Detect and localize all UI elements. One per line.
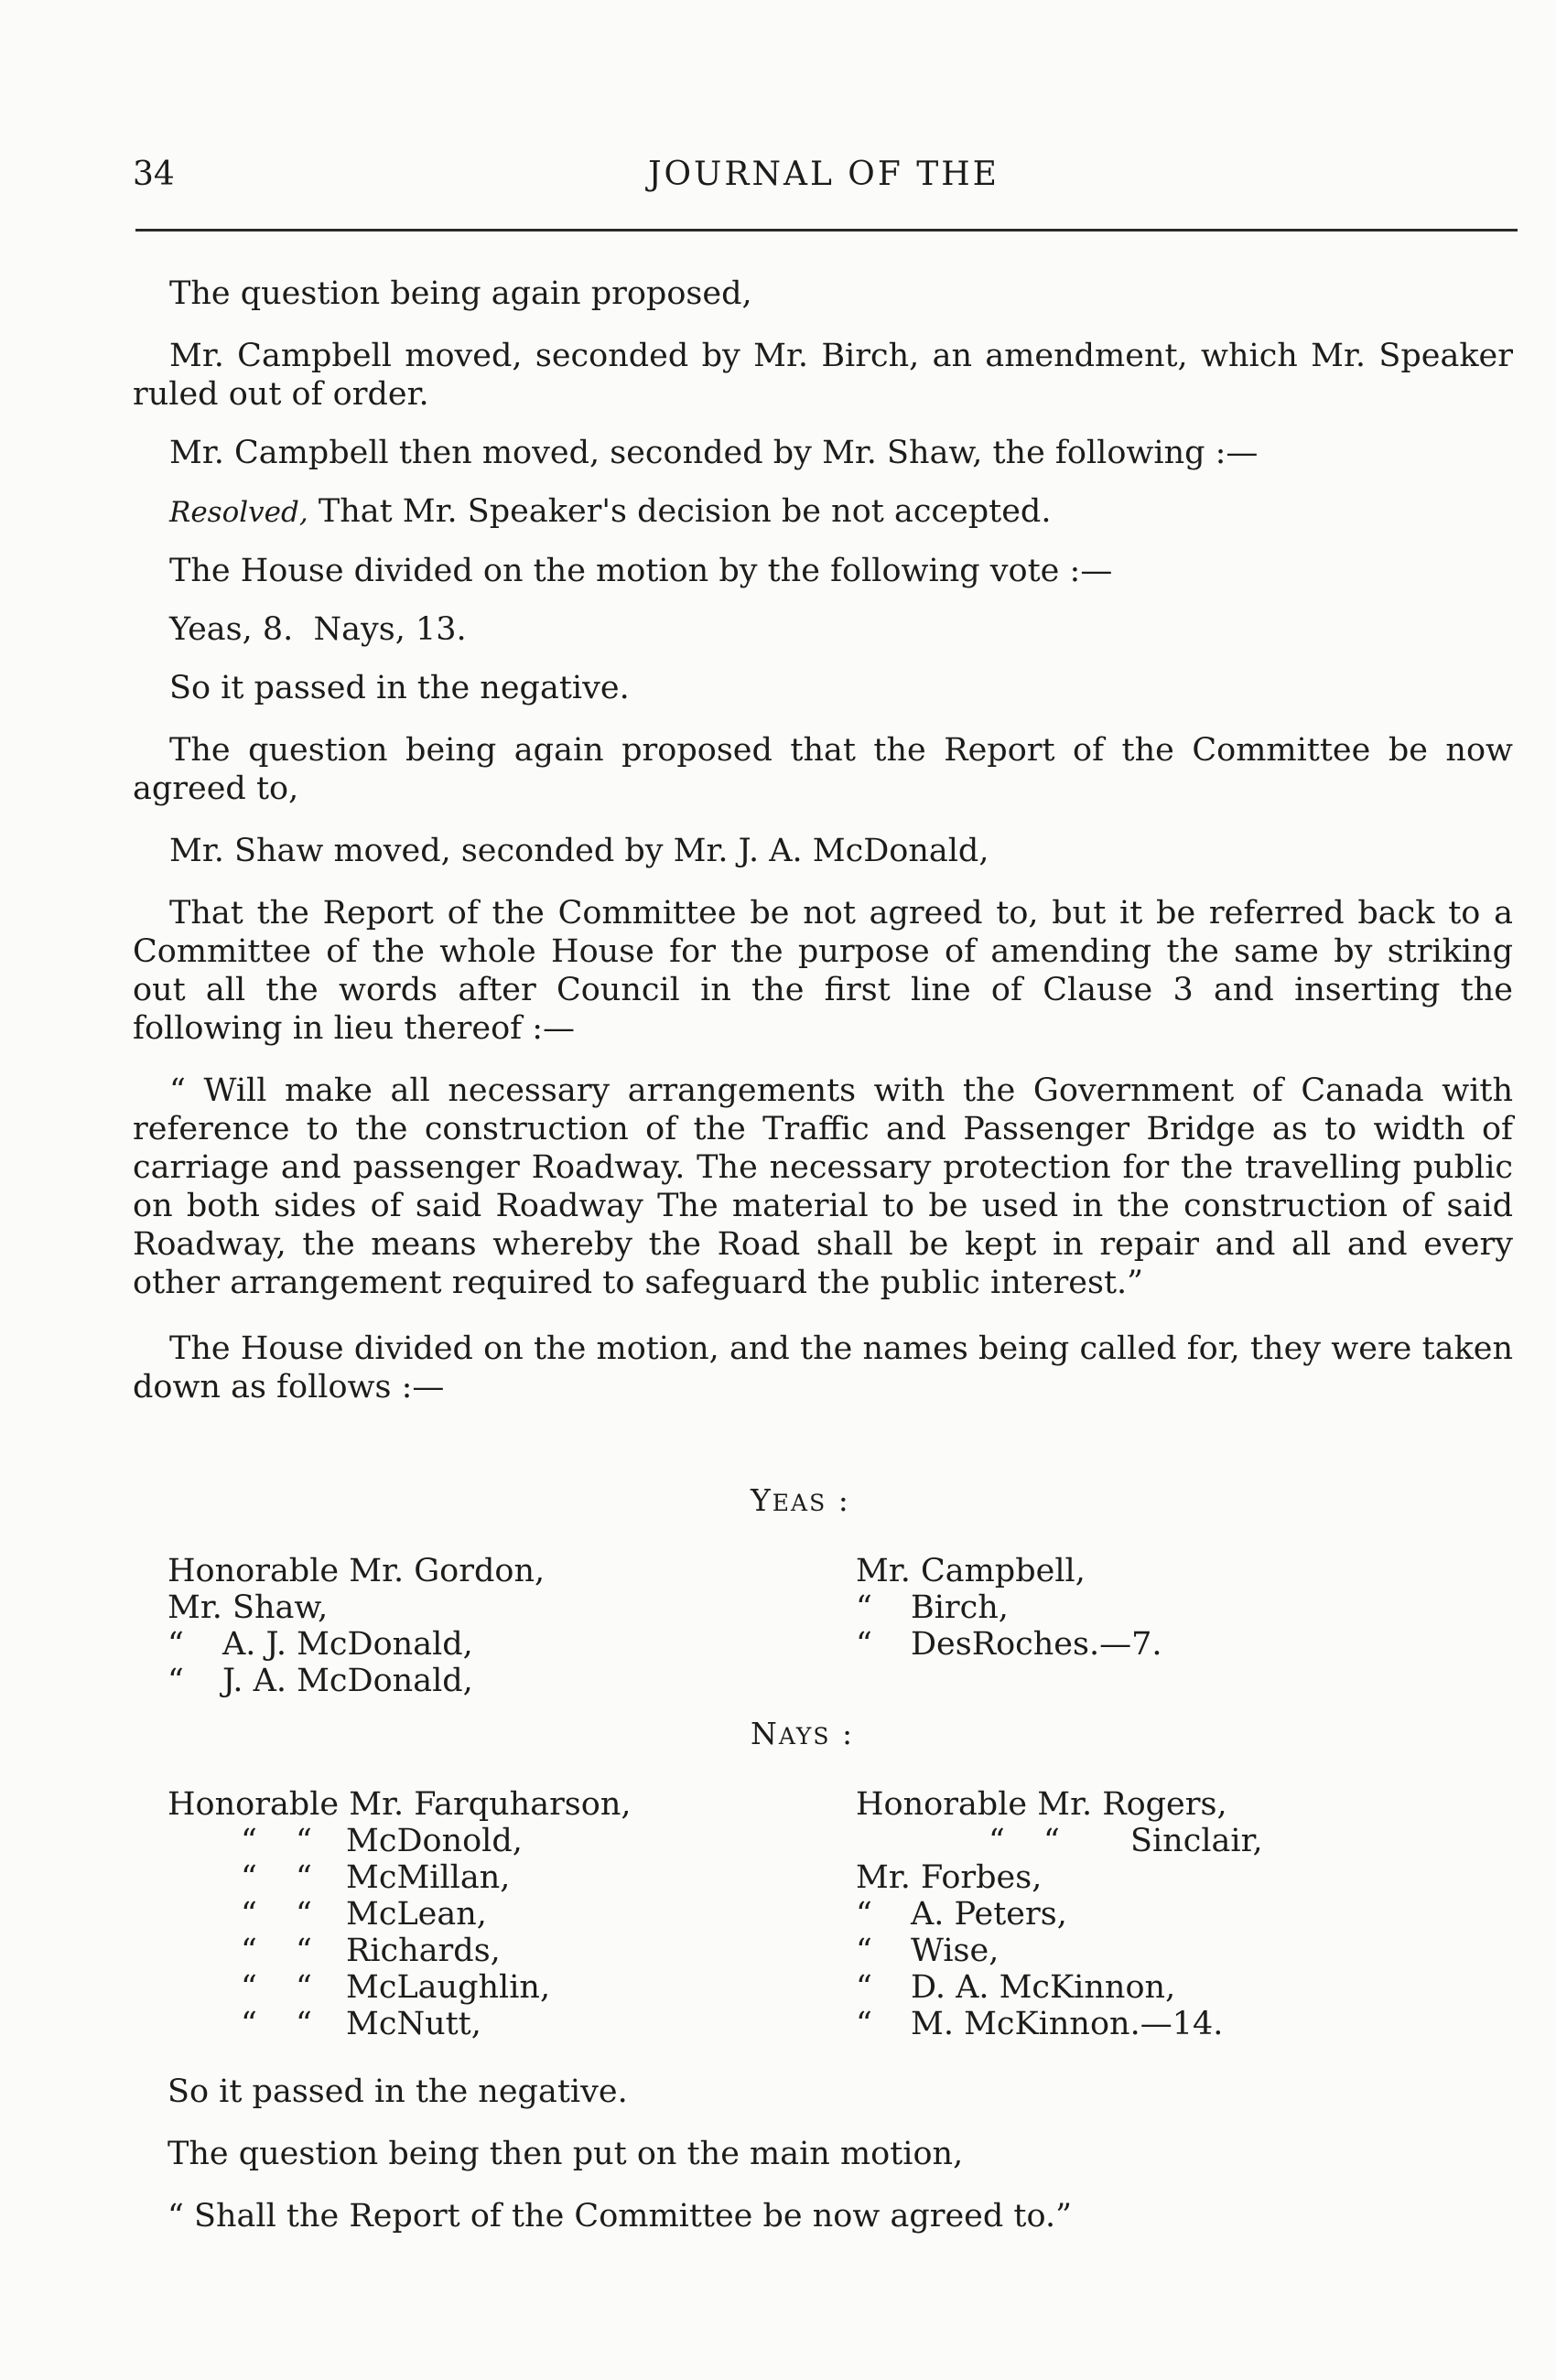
yeas-left-column	[167, 1553, 545, 1699]
list-item: “ Wise,	[856, 1933, 1000, 1969]
ditto-mark: “	[856, 1896, 872, 1933]
list-item: “ “ McLaughlin,	[241, 1969, 551, 2006]
list-item: Mr. Forbes,	[856, 1859, 1043, 1896]
ditto-mark: “	[296, 2006, 312, 2042]
paragraph: Mr. Campbell then moved, seconded by Mr. Shaw, the following :—	[169, 435, 1259, 471]
paragraph: So it passed in the negative.	[169, 670, 630, 706]
ditto-mark: “	[167, 1626, 184, 1663]
list-item: “ J. A. McDonald,	[167, 1663, 473, 1699]
nays-left-column	[167, 1786, 632, 2042]
list-item: “ DesRoches.—7.	[856, 1626, 1162, 1663]
nays-heading: NAYS :	[751, 1716, 855, 1751]
yeas-heading: YEAS :	[751, 1482, 850, 1518]
vote-tally: Yeas, 8. Nays, 13.	[169, 611, 467, 648]
ditto-mark: “	[856, 1933, 872, 1969]
quoted-clause: “ Will make all necessary arrangements with the Government of Canada with reference to the construction of the Traffic and Passenger Bridge as to width of carriage and passenger Roadway. The necessary protection for the travelling public on both sides of said Roadway The material to be used in the construction of said Roadway, the means whereby the Road shall be kept in repair and all and every other arrangement required to safeguard the public interest.”	[133, 1072, 1513, 1301]
resolution-text: That Mr. Speaker's decision be not accepted.	[308, 493, 1052, 530]
motion-text: That the Report of the Committee be not agreed to, but it be referred back to a Committee of the whole House for the purpose of amending the same by striking out all the words after Council in the first line of Clause 3 and inserting the following in lieu thereof :—	[133, 895, 1513, 1047]
resolution	[133, 492, 1513, 532]
ditto-mark: “	[241, 1933, 257, 1969]
page-header	[133, 156, 1515, 201]
list-item: “ A. J. McDonald,	[167, 1626, 473, 1663]
list-item: Honorable Mr. Farquharson,	[167, 1786, 632, 1823]
list-item: Honorable Mr. Gordon,	[167, 1553, 546, 1589]
ditto-mark: “	[241, 1969, 257, 2006]
page-number: 34	[133, 156, 175, 193]
ditto-mark: “	[989, 1823, 1005, 1859]
list-item: “ “ Sinclair,	[989, 1823, 1263, 1859]
resolved-label: Resolved,	[169, 496, 308, 529]
list-item: “ “ McDonold,	[241, 1823, 523, 1859]
list-item: “ A. Peters,	[856, 1896, 1067, 1933]
main-motion-question: “ Shall the Report of the Committee be now agreed to.”	[167, 2198, 1072, 2235]
list-item: “ “ McLean,	[241, 1896, 487, 1933]
ditto-mark: “	[856, 1589, 872, 1626]
paragraph: The question being again proposed,	[169, 275, 752, 312]
ditto-mark: “	[856, 1969, 872, 2006]
paragraph: The question being then put on the main motion,	[167, 2136, 964, 2172]
list-item: Mr. Campbell,	[856, 1553, 1086, 1589]
list-item: “ “ Richards,	[241, 1933, 501, 1969]
ditto-mark: “	[167, 1663, 184, 1699]
ditto-mark: “	[296, 1859, 312, 1896]
list-item: “ Birch,	[856, 1589, 1009, 1626]
ditto-mark: “	[241, 1859, 257, 1896]
ditto-mark: “	[296, 1969, 312, 2006]
nays-right-column	[856, 1786, 1263, 2042]
yeas-right-column	[856, 1553, 1162, 1663]
list-item: “ M. McKinnon.—14.	[856, 2006, 1224, 2042]
ditto-mark: “	[1043, 1823, 1060, 1859]
list-item: “ “ McMillan,	[241, 1859, 511, 1896]
paragraph: Mr. Campbell moved, seconded by Mr. Birch, an amendment, which Mr. Speaker ruled out of order.	[133, 338, 1513, 413]
paragraph: The House divided on the motion by the following vote :—	[169, 553, 1113, 589]
running-title: JOURNAL OF THE	[648, 156, 1000, 193]
ditto-mark: “	[296, 1933, 312, 1969]
paragraph: The House divided on the motion, and the names being called for, they were taken down as follows :—	[133, 1330, 1513, 1405]
paragraph: So it passed in the negative.	[167, 2073, 628, 2110]
list-item: Mr. Shaw,	[167, 1589, 329, 1626]
list-item: “ D. A. McKinnon,	[856, 1969, 1176, 2006]
ditto-mark: “	[241, 2006, 257, 2042]
paragraph: Mr. Shaw moved, seconded by Mr. J. A. McDonald,	[169, 833, 989, 869]
ditto-mark: “	[296, 1896, 312, 1933]
ditto-mark: “	[296, 1823, 312, 1859]
list-item: Honorable Mr. Rogers,	[856, 1786, 1227, 1823]
ditto-mark: “	[241, 1823, 257, 1859]
ditto-mark: “	[241, 1896, 257, 1933]
ditto-mark: “	[856, 1626, 872, 1663]
header-rule	[135, 229, 1518, 232]
ditto-mark: “	[856, 2006, 872, 2042]
paragraph: The question being again proposed that the Report of the Committee be now agreed to,	[133, 732, 1513, 807]
closing-block	[167, 2073, 1513, 2235]
list-item: “ “ McNutt,	[241, 2006, 481, 2042]
journal-body	[133, 275, 1513, 1406]
